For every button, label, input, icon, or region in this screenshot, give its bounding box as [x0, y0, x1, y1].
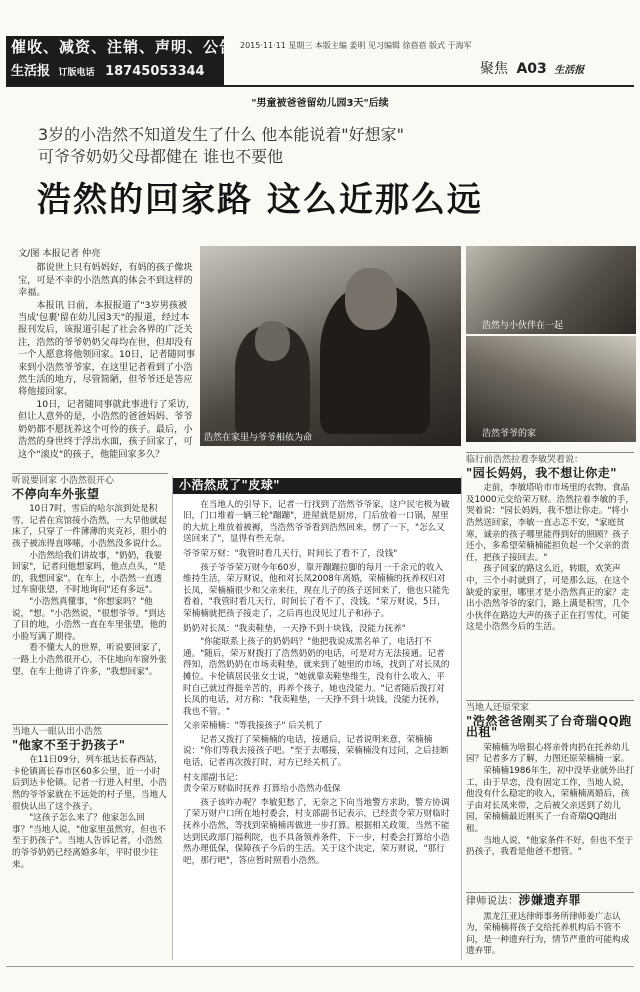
middle-heading: 小浩然成了"皮球": [173, 478, 461, 494]
kicker: "男童被爸爸留幼儿园3天"后续: [251, 98, 389, 109]
intro-paragraph: 都说世上只有妈妈好，有妈的孩子像块宝，可是不幸的小浩然真的体会不到这样的幸福。: [18, 262, 193, 299]
subhead: 父亲荣楠楠："等我接孩子" 后关机了: [183, 721, 323, 732]
right-article-3: [466, 892, 634, 958]
subtitle: [38, 124, 404, 168]
middle-article: [172, 476, 462, 960]
grandfather-face: [345, 268, 397, 330]
article-heading: "他家不至于扔孩子": [12, 737, 126, 752]
article-paragraph: 小浩然给我们讲故事，"奶奶，我要回家"，记者问他想家吗，他点点头，"是的，我想回家"。在车上，小浩然一直透过车窗张望，不时地询问"还有多远"。: [12, 550, 167, 596]
article-paragraph: 在当地人的引导下，记者一行找到了浩然爷爷家，这户民宅极为破旧，门口堆着一辆三轮"蹦蹦"，进屋就是厨房，门后放着一口锅，屋里的大炕上堆放着被褥，当浩然爷爷看到浩然回来，愣了一下，"怎么又送回来了"，显得有些无奈。: [183, 499, 450, 545]
article-paragraph: 孩子爷爷荣万财今年60岁，靠开蹦蹦拉脚的每月一千余元的收入维持生活，荣万财说，他和对长凤2008年离婚，荣楠楠的抚养权归对长凤，荣楠楠很少和父亲来往，现在儿子的孩子送回来了，他也只能先看着，"我管时看几天行，时间长了看不了，没钱。"荣万财说，5日，荣楠楠就把孩子接走了，之后再也没见过儿子和孙子。: [183, 562, 450, 619]
article-paragraph: 黑龙江亚达律师事务所律师姜广志认为，荣楠楠将孩子交给托养机构后不管不问，是一种遗弃行为，情节严重的可能构成遗弃罪。: [466, 911, 630, 957]
intro-paragraph: 10日，记者随同事就此事进行了采访，但让人意外的是，小浩然的爸爸妈妈、爷爷奶奶都不愿抚养这个可怜的孩子。最后，小浩然的身世终于浮出水面，孩子回家了，可这个"滚皮"的孩子，他能回家多久？: [18, 398, 196, 460]
subtitle-line-2: 可爷爷奶奶父母都健在 谁也不要他: [38, 147, 284, 166]
main-photo: [200, 246, 461, 446]
photo-top-right: [466, 246, 636, 334]
ad-brand: 生活报: [11, 64, 51, 79]
header-rule: [6, 85, 634, 87]
paper-logo: 生活报: [554, 65, 585, 76]
article-paragraph: "小浩然真懂事，"你想家吗？"他说，"想。"小浩然说，"很想爷爷。"到达了目的地，小浩然一直在车里张望，他的小脸写满了期待。: [12, 596, 167, 642]
article-label: 律师说法：: [466, 896, 519, 907]
article-paragraph: 10日7时，雪后的哈尔滨到处是积雪，记者在宾馆接小浩然，一大早他就起床了，只穿了一件薄薄的夹克衫，胆小的孩子被冻得直哆嗦，小浩然没多说什么。: [12, 504, 167, 549]
ad-banner: [6, 36, 236, 86]
article-paragraph: 荣楠楠1986年生，初中没毕业就外出打工，由于早恋，没有固定工作，当地人说，他没有什么稳定的收入，荣楠楠离婚后，孩子由对长凤来带，之后被父亲送到了幼儿园，荣楠楠最近刚买了一台奇瑞QQ跑出租。: [466, 765, 634, 834]
right-article-1: [466, 452, 634, 634]
boy-face: [255, 321, 290, 361]
article-paragraph: "这孩子怎么来了？他家怎么回事？"当地人说，"他家里虽然穷，但也不至于扔孩子"。当地人告诉记者，小浩然的爷爷奶奶已经离婚多年，平时很少往来。: [12, 813, 167, 870]
article-paragraph: 看不懂大人的世界，听说要回家了，一路上小浩然很开心，不住地向车窗外张望，在车上他讲了许多，"我想回家"。: [12, 643, 167, 677]
page-number: A03: [516, 61, 547, 77]
article-label: 临行前浩然拉着李敏哭着说：: [466, 455, 584, 465]
subhead: 奶奶对长凤："我卖鞋垫，一天挣不到十块钱，没能力抚养": [183, 623, 406, 634]
article-heading-text: 涉嫌遗弃罪: [518, 893, 582, 907]
subhead: 村支部副书记： 责令荣万财临时抚养 打算给小浩然办低保: [183, 772, 341, 795]
article-paragraph: "你能联系上孩子的奶奶吗？"他把我说成黑名单了，电话打不通。"随后，荣万财拨打了浩然奶奶的电话，可是对方无法接通。记者得知，浩然奶奶在市场卖鞋垫，就来到了她里的市场，找到了对长凤的摊位。卡伦镇居民张女士说，"她就靠卖鞋垫维生，没有什么收入，平时自己就过得挺辛苦的，再养个孩子，她也没能力。"记者随后拨打对长凤的电话，对方称："我卖鞋垫，一天挣不到十块钱，没能力抚养，我也不管。": [183, 637, 450, 717]
photo-bottom-right-caption: 浩然爷爷的家: [482, 429, 537, 439]
photo-top-right-caption: 浩然与小伙伴在一起: [482, 321, 564, 331]
subtitle-line-1: 3岁的小浩然不知道发生了什么 他本能说着"好想家": [38, 125, 404, 144]
section-name: 聚焦: [480, 61, 508, 77]
article-label: 听说要回家 小浩然很开心: [12, 476, 114, 486]
main-photo-caption: 浩然在家里与爷爷相依为命: [204, 433, 313, 443]
ad-services: 催收、减资、注销、声明、公告: [11, 38, 236, 56]
article-paragraph: 走前，李敏塔哈市市场里的衣物、食品及1000元交给荣万财。浩然拉着李敏的手，哭着说："园长妈妈，我不想让你走。"将小浩然送回家，李敏一直忐忑不安，"家庭贫寒，诚亲的孩子哪里能得到好的照顾？孩子还小，多希望荣楠楠能担负起一个父亲的责任，把孩子接回去。": [466, 483, 634, 563]
right-article-2: [466, 700, 634, 859]
article-label: 当地人还原荣家: [466, 703, 530, 713]
section-label: [480, 58, 584, 78]
article-paragraph: 孩子该咋办呢？李敏犯愁了，无奈之下向当地警方求助，警方协调了荣万财户口所在地村委会，村支部副书记表示，已经责令荣万财临时抚养小浩然，等找到荣楠楠再做进一步打算。根据相关政策，当然不能达到民政部门福利院，也不具备领养条件，下一步，村委会打算给小浩然办理低保，保障孩子今后的生活。关于这个决定，荣万财说，"那行吧，那行吧"，答应暂时照看小浩然。: [183, 797, 450, 866]
ad-hotline-label: 订版电话: [58, 68, 95, 78]
article-paragraph: 在11日09分，列车抵达长春西站，卡伦镇离长春市区60多公里，近一小时后到达卡伦镇。记者一行进入村里，小浩然的爷爷家就在不远处的村子里，当地人很快认出了这个孩子。: [12, 755, 167, 812]
ad-contact: [11, 64, 219, 81]
ad-phone: 18745053344: [105, 64, 205, 79]
article-paragraph: 孩子回家的路这么近，转眼，欢笑声中，三个小时就到了，可是那么远，在这个缺爱的家里，哪里才是小浩然真正的家？走出小浩然爷爷的家门，路上满是积雪，几个小伙伴在路边大声的孩子正在打雪仗，可能这是小浩然今后的生活。: [466, 564, 630, 633]
intro-column: [18, 248, 196, 461]
subhead: 爷爷荣万财："我管时看几天行，时间长了看不了，没钱": [183, 548, 398, 559]
headline: 浩然的回家路 这么近那么远: [37, 180, 483, 220]
left-article-1: [12, 473, 168, 678]
article-paragraph: 当地人说，"他家条件不好，但也不至于扔孩子，我看是他爸不想管。": [466, 835, 634, 858]
article-paragraph: 荣楠楠为啥狠心将亲骨肉扔在托养幼儿园？记者多方了解，力图还原荣楠楠一家。: [466, 742, 630, 765]
left-article-2: [12, 724, 168, 871]
article-heading: "浩然爸爸刚买了台奇瑞QQ跑出租": [466, 713, 632, 740]
article-label: 当地人一眼认出小浩然: [12, 727, 103, 737]
article-heading: [466, 895, 634, 908]
article-heading: 不停向车外张望: [12, 486, 100, 501]
article-heading: "园长妈妈，我不想让你走": [466, 465, 618, 480]
footer-rule: [6, 966, 634, 967]
photo-bottom-right: [466, 336, 636, 442]
article-paragraph: 记者又拨打了荣楠楠的电话，接通后，记者说明来意，荣楠楠说："你们等我去接孩子吧。"至于去哪接，荣楠楠没有过问，之后挂断电话，记者再次拨打时，对方已经关机了。: [183, 734, 449, 769]
byline: 文/图 本报记者 仲亮: [18, 248, 101, 259]
intro-paragraph: 本报讯 日前，本报报道了"3岁男孩被当成'包裹'留在幼儿园3天"的报道，经过本报刊发后，该报道引起了社会各界的广泛关注，浩然的爷爷奶奶父母均在世，但却没有一个人愿意将他领回家。10日，记者随同事来到小浩然爷爷家，在这里记者看到了小浩然生活的地方，尽管简陋，但爷爷还是答应将他接回家。: [18, 299, 196, 398]
date-line: 2015·11·11 星期三 本版主编 姜明 见习编辑 徐蓓蓓 版式 于海军: [240, 41, 472, 50]
